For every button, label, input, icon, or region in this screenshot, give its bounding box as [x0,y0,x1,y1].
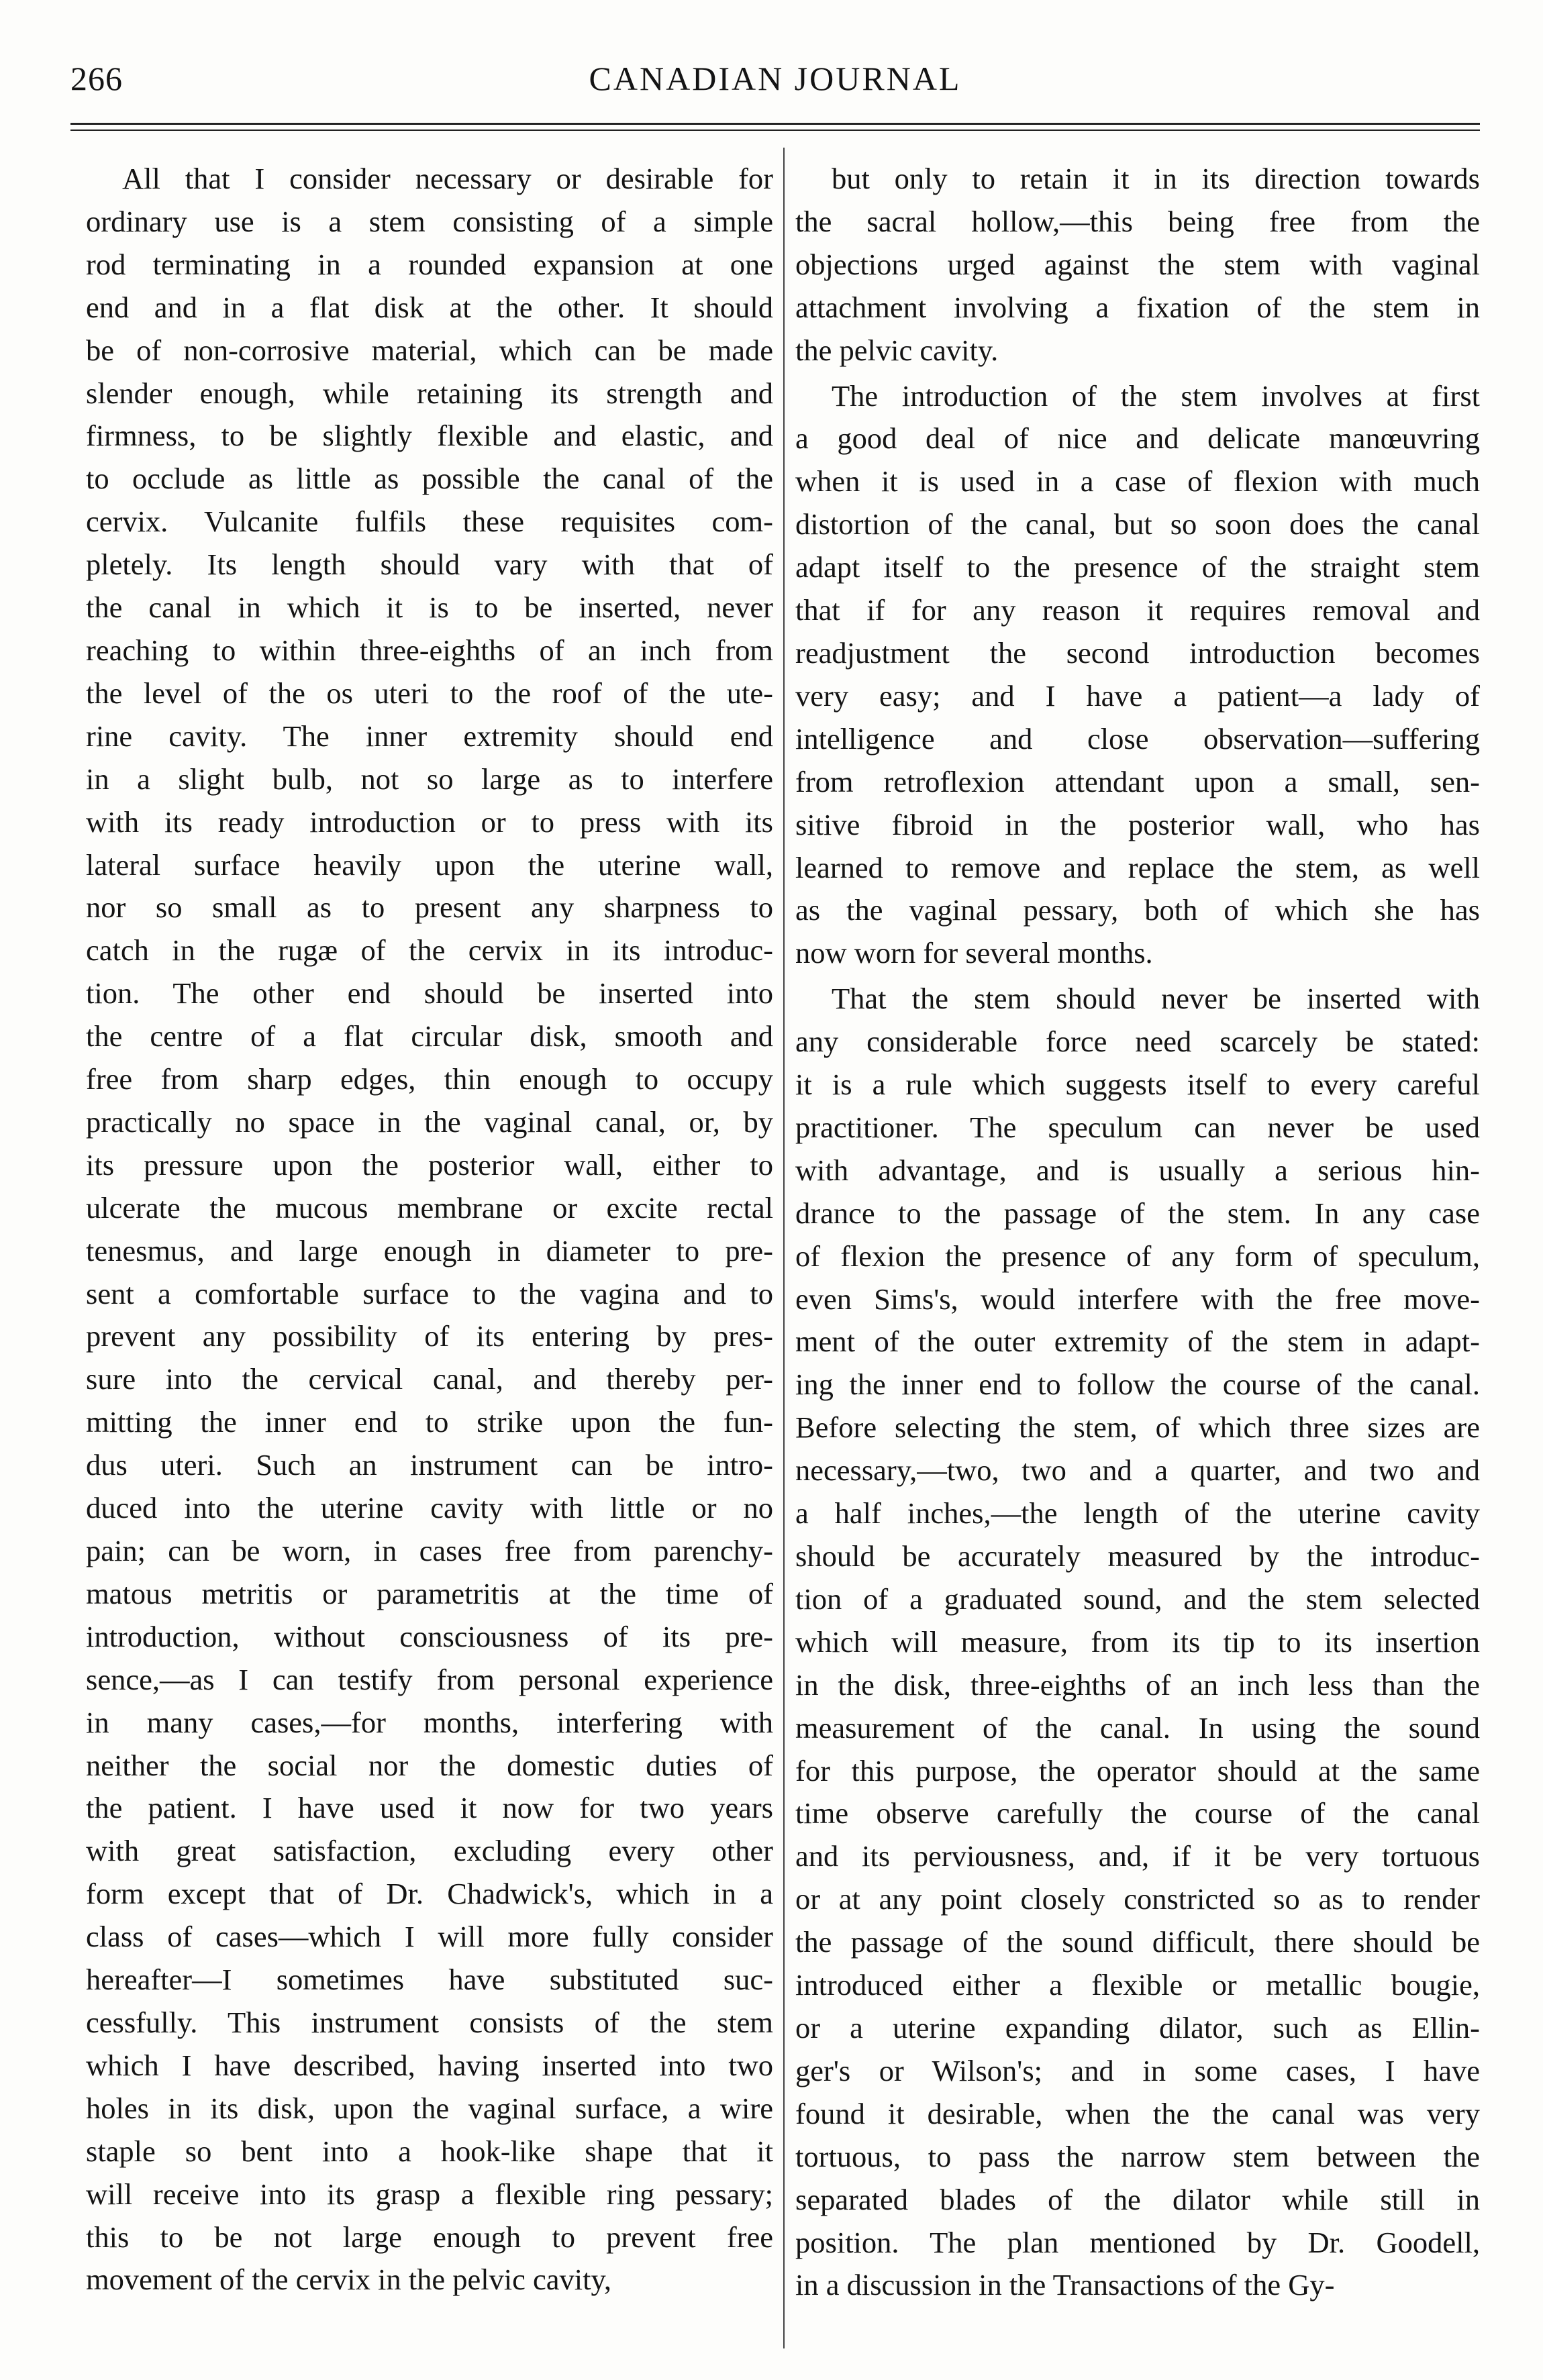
text-line: but only to retain it in its direction towards [832,162,1480,195]
text-line: with its ready introduction or to press with its [86,805,773,839]
text-line: firmness, to be slightly flexible and elastic, and [86,419,773,453]
text-line: a half inches,—the length of the uterine cavity [795,1496,1480,1531]
text-line: sure into the cervical canal, and thereby per- [86,1362,773,1396]
page-header [70,59,1480,113]
text-line: this to be not large enough to prevent free [86,2220,773,2254]
text-line: sent a comfortable surface to the vagina and to [86,1276,773,1310]
text-line: practically no space in the vaginal canal, or, by [86,1104,773,1139]
text-line: pain; can be worn, in cases free from parenchy- [86,1534,773,1567]
text-line: sitive fibroid in the posterior wall, who has [795,807,1480,841]
text-line: cessfully. This instrument consists of the stem [86,2005,773,2039]
text-line: pletely. Its length should vary with that of [86,548,773,582]
text-line: necessary,—two, two and a quarter, and two and [795,1453,1480,1488]
text-line: lateral surface heavily upon the uterine wall, [86,847,773,882]
text-line: holes in its disk, upon the vaginal surface, a wire [86,2091,773,2125]
header-rule-thin [70,130,1480,131]
paragraph [86,158,773,2301]
text-line: mitting the inner end to strike upon the fun- [86,1405,773,1439]
text-line: in a slight bulb, not so large as to interfere [86,762,773,796]
text-line: ment of the outer extremity of the stem in adapt- [795,1325,1480,1359]
text-line: with advantage, and is usually a serious hin- [795,1153,1480,1187]
text-line: rine cavity. The inner extremity should end [86,719,773,753]
text-line: intelligence and close observation—suffering [795,721,1480,756]
text-line: and its perviousness, and, if it be very tortuous [795,1839,1480,1873]
text-line: when it is used in a case of flexion with much [795,464,1480,499]
text-line: it is a rule which suggests itself to every careful [795,1068,1480,1102]
text-line: even Sims's, would interfere with the free move- [795,1282,1480,1316]
text-line: attachment involving a fixation of the stem in [795,290,1480,324]
text-line: ing the inner end to follow the course of the canal. [795,1367,1480,1402]
text-line: The introduction of the stem involves at first [832,378,1480,413]
text-line: tenesmus, and large enough in diameter to pre- [86,1233,773,1267]
text-line: dus uteri. Such an instrument can be intro- [86,1448,773,1482]
text-line: matous metritis or parametritis at the time of [86,1576,773,1610]
text-line: tion of a graduated sound, and the stem selected [795,1582,1480,1616]
right-column [795,158,1480,2307]
page-number: 266 [70,60,123,97]
text-line: or at any point closely constricted so as to render [795,1882,1480,1916]
text-line: a good deal of nice and delicate manœuvring [795,421,1480,456]
text-line: very easy; and I have a patient—a lady of [795,678,1480,713]
text-line: in many cases,—for months, interfering with [86,1705,773,1739]
text-line: All that I consider necessary or desirable for [122,162,773,195]
paragraph [795,375,1480,976]
text-line: the sacral hollow,—this being free from the [795,204,1480,238]
text-line: end and in a flat disk at the other. It should [86,290,773,324]
text-line: any considerable force need scarcely be stated: [795,1025,1480,1059]
text-line: the level of the os uteri to the roof of the ute- [86,676,773,710]
text-line: catch in the rugæ of the cervix in its introduc- [86,933,773,968]
text-line: introduction, without consciousness of its pre- [86,1619,773,1653]
text-line: now worn for several months. [795,936,1153,970]
text-line: movement of the cervix in the pelvic cavity, [86,2263,612,2297]
text-line: practitioner. The speculum can never be used [795,1110,1480,1144]
text-line: the canal in which it is to be inserted, never [86,590,773,625]
text-line: as the vaginal pessary, both of which she has [795,893,1480,927]
text-line: duced into the uterine cavity with little or no [86,1491,773,1525]
text-line: learned to remove and replace the stem, as well [795,850,1480,884]
text-line: the pelvic cavity. [795,333,999,367]
text-line: form except that of Dr. Chadwick's, which in a [86,1877,773,1911]
text-line: the centre of a flat circular disk, smooth and [86,1019,773,1053]
text-line: or a uterine expanding dilator, such as Ellin- [795,2010,1480,2045]
text-line: to occlude as little as possible the canal of the [86,462,773,496]
text-line: ordinary use is a stem consisting of a simple [86,204,773,238]
text-line: Before selecting the stem, of which three sizes are [795,1410,1480,1445]
text-line: staple so bent into a hook-like shape that it [86,2134,773,2168]
text-line: its pressure upon the posterior wall, either to [86,1147,773,1182]
text-line: be of non-corrosive material, which can be made [86,333,773,367]
text-line: adapt itself to the presence of the straight stem [795,550,1480,584]
text-line: introduced either a flexible or metallic bougie, [795,1968,1480,2002]
text-line: separated blades of the dilator while still in [795,2182,1480,2216]
text-line: readjustment the second introduction becomes [795,635,1480,670]
text-line: ulcerate the mucous membrane or excite rectal [86,1190,773,1225]
text-line: should be accurately measured by the introduc- [795,1539,1480,1573]
text-line: tion. The other end should be inserted into [86,976,773,1011]
text-line: cervix. Vulcanite fulfils these requisites com- [86,505,773,539]
text-line: tortuous, to pass the narrow stem between the [795,2139,1480,2173]
text-line: that if for any reason it requires removal and [795,593,1480,627]
text-line: time observe carefully the course of the canal [795,1796,1480,1830]
text-line: That the stem should never be inserted with [832,982,1480,1016]
text-line: prevent any possibility of its entering by pres- [86,1319,773,1353]
running-title: CANADIAN JOURNAL [589,60,962,97]
header-rule [70,123,1480,125]
text-line: hereafter—I sometimes have substituted suc- [86,1963,773,1997]
text-line: free from sharp edges, thin enough to occupy [86,1062,773,1096]
text-line: the passage of the sound difficult, there should be [795,1925,1480,1959]
text-line: with great satisfaction, excluding every other [86,1834,773,1868]
paragraph [795,158,1480,372]
text-line: objections urged against the stem with vaginal [795,247,1480,281]
column-divider [783,148,785,2348]
text-line: found it desirable, when the the canal was very [795,2096,1480,2130]
text-line: neither the social nor the domestic duties of [86,1748,773,1782]
text-line: reaching to within three-eighths of an inch from [86,633,773,667]
text-line: slender enough, while retaining its strength and [86,376,773,410]
text-line: which will measure, from its tip to its insertion [795,1624,1480,1659]
text-line: for this purpose, the operator should at the same [795,1753,1480,1788]
text-line: the patient. I have used it now for two years [86,1791,773,1825]
text-line: of flexion the presence of any form of speculum, [795,1239,1480,1273]
text-line: rod terminating in a rounded expansion at one [86,247,773,281]
paragraph [795,978,1480,2307]
text-line: nor so small as to present any sharpness to [86,890,773,925]
text-line: which I have described, having inserted into two [86,2048,773,2082]
text-line: class of cases—which I will more fully consider [86,1920,773,1954]
text-line: drance to the passage of the stem. In any case [795,1196,1480,1230]
text-line: distortion of the canal, but so soon does the canal [795,507,1480,541]
text-line: in a discussion in the Transactions of the Gy- [795,2268,1335,2302]
text-line: will receive into its grasp a flexible ring pessary; [86,2177,773,2211]
text-line: ger's or Wilson's; and in some cases, I have [795,2053,1480,2087]
text-line: measurement of the canal. In using the sound [795,1710,1480,1745]
text-line: sence,—as I can testify from personal experience [86,1662,773,1696]
left-column [86,158,773,2301]
text-line: position. The plan mentioned by Dr. Goodell, [795,2225,1480,2259]
text-line: in the disk, three-eighths of an inch less than the [795,1667,1480,1702]
text-line: from retroflexion attendant upon a small, sen- [795,764,1480,798]
